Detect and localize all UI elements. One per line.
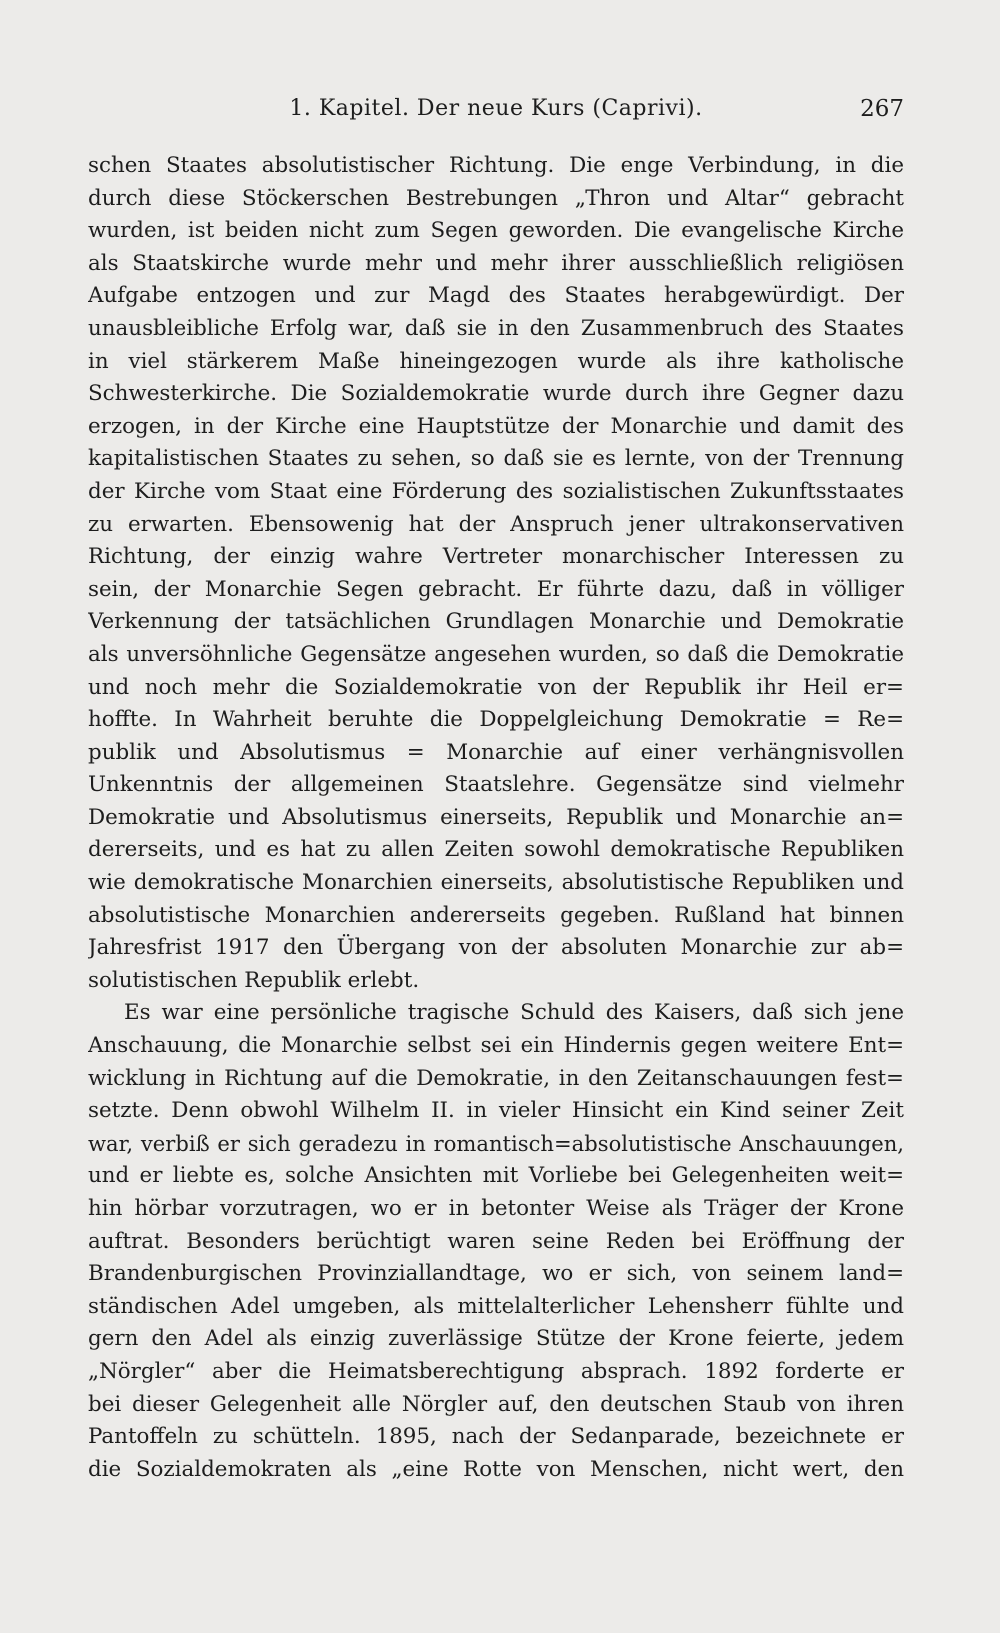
text-line: kapitalistischen Staates zu sehen, so daß sie es lernte, von der Trennung — [88, 446, 904, 472]
text-line: Unkenntnis der allgemeinen Staatslehre. Gegensätze sind vielmehr — [88, 772, 904, 798]
text-line: Aufgabe entzogen und zur Magd des Staates herabgewürdigt. Der — [88, 283, 904, 309]
text-line: und noch mehr die Sozialdemokratie von der Republik ihr Heil er= — [88, 674, 904, 700]
text-line: als unversöhnliche Gegensätze angesehen wurden, so daß die Demokratie — [88, 641, 904, 667]
text-line: zu erwarten. Ebensowenig hat der Anspruch jener ultrakonservativen — [88, 511, 904, 537]
text-line: wie demokratische Monarchien einerseits, absolutistische Republiken und — [88, 870, 904, 896]
text-line: Demokratie und Absolutismus einerseits, Republik und Monarchie an= — [88, 804, 904, 830]
text-line: publik und Absolutismus = Monarchie auf einer verhängnisvollen — [88, 739, 904, 765]
text-line: Schwesterkirche. Die Sozialdemokratie wurde durch ihre Gegner dazu — [88, 381, 904, 407]
text-line: der Kirche vom Staat eine Förderung des sozialistischen Zukunftsstaates — [88, 478, 904, 504]
text-line: Verkennung der tatsächlichen Grundlagen Monarchie und Demokratie — [88, 609, 904, 635]
text-line: setzte. Denn obwohl Wilhelm II. in vieler Hinsicht ein Kind seiner Zeit — [88, 1098, 904, 1124]
text-line: bei dieser Gelegenheit alle Nörgler auf, den deutschen Staub von ihren — [88, 1391, 904, 1417]
text-line: war, verbiß er sich geradezu in romantisch=absolutistische Anschauungen, — [88, 1130, 904, 1156]
text-line: hoffte. In Wahrheit beruhte die Doppelgleichung Demokratie = Re= — [88, 707, 904, 733]
text-line: unausbleibliche Erfolg war, daß sie in den Zusammenbruch des Staates — [88, 315, 904, 341]
text-line: Richtung, der einzig wahre Vertreter monarchischer Interessen zu — [88, 544, 904, 570]
text-line: „Nörgler“ aber die Heimatsberechtigung absprach. 1892 forderte er — [88, 1358, 904, 1384]
text-line: Anschauung, die Monarchie selbst sei ein Hindernis gegen weitere Ent= — [88, 1033, 904, 1059]
text-line: in viel stärkerem Maße hineingezogen wurde als ihre katholische — [88, 348, 904, 374]
text-line: wicklung in Richtung auf die Demokratie, in den Zeitanschauungen fest= — [88, 1065, 904, 1091]
page-number: 267 — [860, 96, 904, 122]
text-line: und er liebte es, solche Ansichten mit Vorliebe bei Gelegenheiten weit= — [88, 1163, 904, 1189]
text-line: hin hörbar vorzutragen, wo er in betonter Weise als Träger der Krone — [88, 1196, 904, 1221]
text-line: die Sozialdemokraten als „eine Rotte von Menschen, nicht wert, den — [88, 1456, 904, 1482]
text-line: auftrat. Besonders berüchtigt waren seine Reden bei Eröffnung der — [88, 1228, 904, 1254]
text-line: wurden, ist beiden nicht zum Segen geworden. Die evangelische Kirche — [88, 218, 904, 244]
text-line: absolutistische Monarchien andererseits gegeben. Rußland hat binnen — [88, 902, 904, 928]
text-line: gern den Adel als einzig zuverlässige Stütze der Krone feierte, jedem — [88, 1326, 904, 1352]
text-line: solutistischen Republik erlebt. — [88, 967, 420, 993]
page-header — [88, 96, 904, 132]
text-line: Jahresfrist 1917 den Übergang von der absoluten Monarchie zur ab= — [88, 935, 904, 961]
text-line: Pantoffeln zu schütteln. 1895, nach der Sedanparade, bezeichnete er — [88, 1424, 904, 1450]
text-line: Brandenburgischen Provinziallandtage, wo er sich, von seinem land= — [88, 1261, 904, 1287]
text-line: erzogen, in der Kirche eine Hauptstütze der Monarchie und damit des — [88, 413, 904, 439]
text-line: dererseits, und es hat zu allen Zeiten sowohl demokratische Republiken — [88, 837, 904, 863]
text-line: schen Staates absolutistischer Richtung. Die enge Verbindung, in die — [88, 153, 904, 178]
running-title: 1. Kapitel. Der neue Kurs (Caprivi). — [289, 96, 703, 121]
text-line: als Staatskirche wurde mehr und mehr ihrer ausschließlich religiösen — [88, 250, 904, 276]
body-text — [88, 150, 904, 1486]
text-line: Es war eine persönliche tragische Schuld des Kaisers, daß sich jene — [124, 1000, 904, 1026]
text-line: ständischen Adel umgeben, als mittelalterlicher Lehensherr fühlte und — [88, 1293, 904, 1319]
text-line: sein, der Monarchie Segen gebracht. Er führte dazu, daß in völliger — [88, 576, 904, 602]
text-line: durch diese Stöckerschen Bestrebungen „Thron und Altar“ gebracht — [88, 185, 904, 211]
